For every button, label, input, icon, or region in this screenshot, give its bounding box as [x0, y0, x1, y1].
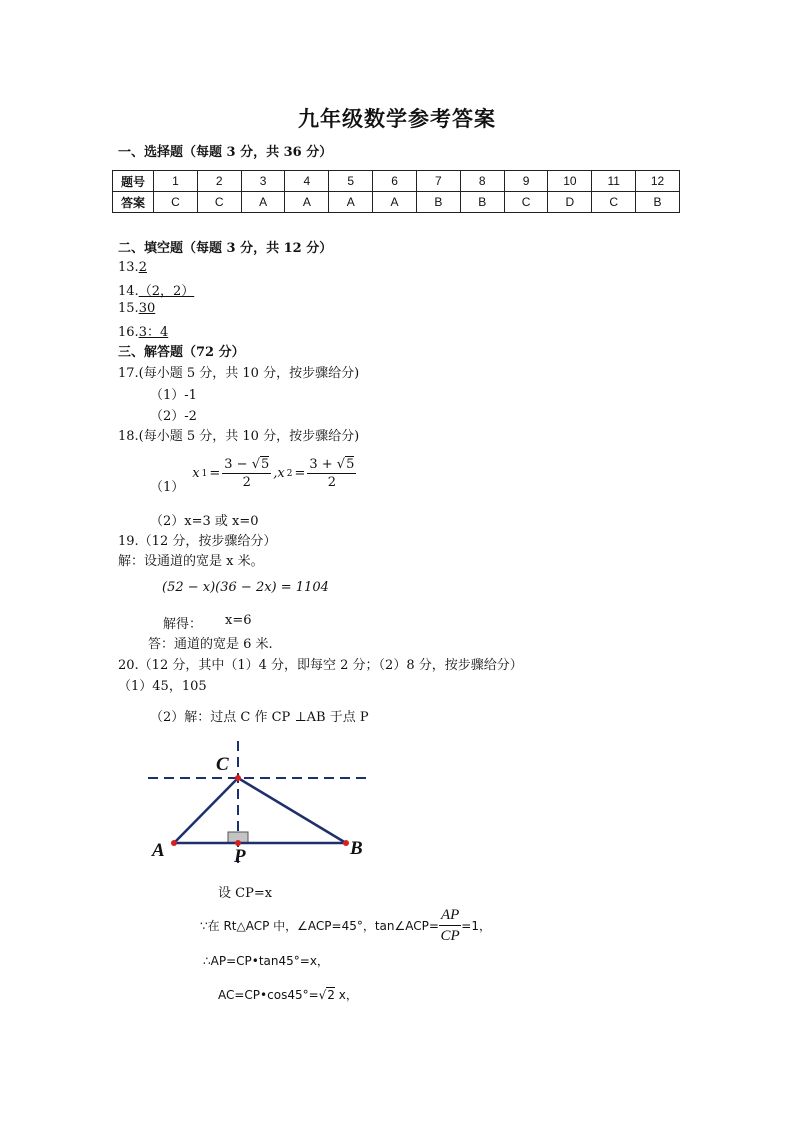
q17-part1: （1）-1: [150, 388, 197, 403]
x1-var: x: [192, 466, 200, 481]
item-answer: （2，2）: [138, 284, 195, 299]
table-cell: 11: [592, 171, 636, 192]
step3-text: AC=CP•cos45°=: [218, 988, 319, 1002]
section-solve-heading: 三、解答题（72 分）: [118, 345, 245, 360]
table-cell: 2: [197, 171, 241, 192]
table-cell: D: [548, 192, 592, 213]
q18-heading: 18.(每小题 5 分，共 10 分，按步骤给分): [118, 429, 360, 444]
x2-sub: 2: [286, 468, 293, 479]
item-answer: 2: [138, 260, 147, 275]
q20-step2: ∴AP=CP•tan45°=x，: [203, 954, 329, 968]
table-cell: 6: [373, 171, 417, 192]
label-a: A: [152, 840, 165, 861]
fill-item-14: [118, 280, 194, 299]
segment-cb: [238, 778, 346, 843]
fill-item-13: [118, 260, 147, 275]
x1-denominator: 2: [242, 475, 251, 490]
item-answer: 30: [138, 301, 156, 316]
point-b: [343, 840, 349, 846]
table-cell: 1: [154, 171, 198, 192]
x1-sub: 1: [201, 468, 208, 479]
item-number: 14.: [118, 284, 139, 299]
label-p: P: [234, 846, 246, 867]
x1-num-radicand: 5: [260, 457, 270, 472]
q20-step1: [200, 905, 491, 946]
sqrt-symbol: √: [318, 988, 327, 1002]
x2-num-text: 3 + √: [309, 457, 346, 472]
q20-part2: （2）解：过点 C 作 CP ⊥AB 于点 P: [150, 710, 369, 725]
x1-fraction: [222, 456, 271, 491]
q20-set-cp: 设 CP=x: [218, 886, 273, 901]
table-row-answers: [113, 192, 680, 213]
q19-solve: 解：设通道的宽是 x 米。: [118, 554, 264, 569]
x2-fraction: [307, 456, 356, 491]
table-cell: 4: [285, 171, 329, 192]
table-cell: A: [285, 192, 329, 213]
item-answer: 3：4: [138, 325, 169, 340]
x2-var: ,x: [273, 466, 285, 481]
table-cell: 8: [460, 171, 504, 192]
table-cell: C: [504, 192, 548, 213]
table-cell: 5: [329, 171, 373, 192]
label-b: B: [350, 838, 363, 859]
q17-heading: 17.(每小题 5 分，共 10 分，按步骤给分): [118, 366, 360, 381]
table-cell: 12: [636, 171, 680, 192]
item-number: 16.: [118, 325, 139, 340]
triangle-figure: [140, 738, 380, 868]
label-c: C: [216, 754, 229, 775]
q19-equation: (52 − x)(36 − 2x) = 1104: [162, 580, 329, 595]
x2-denominator: 2: [327, 475, 337, 490]
sqrt-radicand: 2: [327, 988, 335, 1002]
q18-part1: [150, 456, 356, 495]
answer-table: [112, 170, 680, 213]
x2-num-radicand: 5: [346, 457, 355, 472]
table-cell: 3: [241, 171, 285, 192]
x1-numerator: [222, 456, 271, 474]
x1-num-text: 3 − √: [224, 457, 260, 472]
equals-sign: =: [294, 466, 306, 481]
table-cell: C: [197, 192, 241, 213]
section-choice-heading: 一、选择题（每题 3 分，共 36 分）: [118, 145, 333, 160]
point-a: [171, 840, 177, 846]
q18-part2: （2）x=3 或 x=0: [150, 514, 259, 529]
table-answer-label: 答案: [113, 192, 154, 213]
q18-part1-label: （1）: [150, 480, 185, 495]
q19-result: x=6: [225, 613, 252, 628]
page-title: 九年级数学参考答案: [298, 106, 496, 131]
frac-denominator: CP: [440, 928, 460, 944]
item-number: 13.: [118, 260, 139, 275]
fill-item-15: [118, 301, 155, 316]
table-cell: B: [636, 192, 680, 213]
x2-numerator: [307, 456, 356, 474]
table-cell: A: [241, 192, 285, 213]
table-cell: A: [373, 192, 417, 213]
q20-heading: 20.（12 分，其中（1）4 分，即每空 2 分；（2）8 分，按步骤给分）: [118, 658, 523, 673]
table-cell: 9: [504, 171, 548, 192]
table-header-label: 题号: [113, 171, 154, 192]
table-cell: B: [460, 192, 504, 213]
table-cell: 10: [548, 171, 592, 192]
q17-part2: （2）-2: [150, 409, 197, 424]
q19-heading: 19.（12 分，按步骤给分）: [118, 534, 277, 549]
section-fill-heading: 二、填空题（每题 3 分，共 12 分）: [118, 241, 333, 256]
frac-numerator: AP: [439, 905, 461, 926]
ap-cp-fraction: [439, 905, 461, 946]
table-row-numbers: [113, 171, 680, 192]
step1-end: =1，: [461, 919, 491, 933]
q19-result-label: 解得：: [163, 617, 203, 632]
item-number: 15.: [118, 301, 139, 316]
table-cell: C: [592, 192, 636, 213]
q19-answer: 答：通道的宽是 6 米.: [148, 637, 273, 652]
q20-part1: （1）45，105: [118, 679, 207, 694]
table-cell: B: [416, 192, 460, 213]
equals-sign: =: [209, 466, 221, 481]
table-cell: C: [154, 192, 198, 213]
table-cell: 7: [416, 171, 460, 192]
fill-item-16: [118, 321, 168, 340]
point-c: [235, 775, 241, 781]
q20-step3: [218, 986, 358, 1003]
step3-end: x，: [334, 988, 358, 1002]
table-cell: A: [329, 192, 373, 213]
step1-text: ∵在 Rt△ACP 中，∠ACP=45°，tan∠ACP=: [200, 919, 439, 933]
